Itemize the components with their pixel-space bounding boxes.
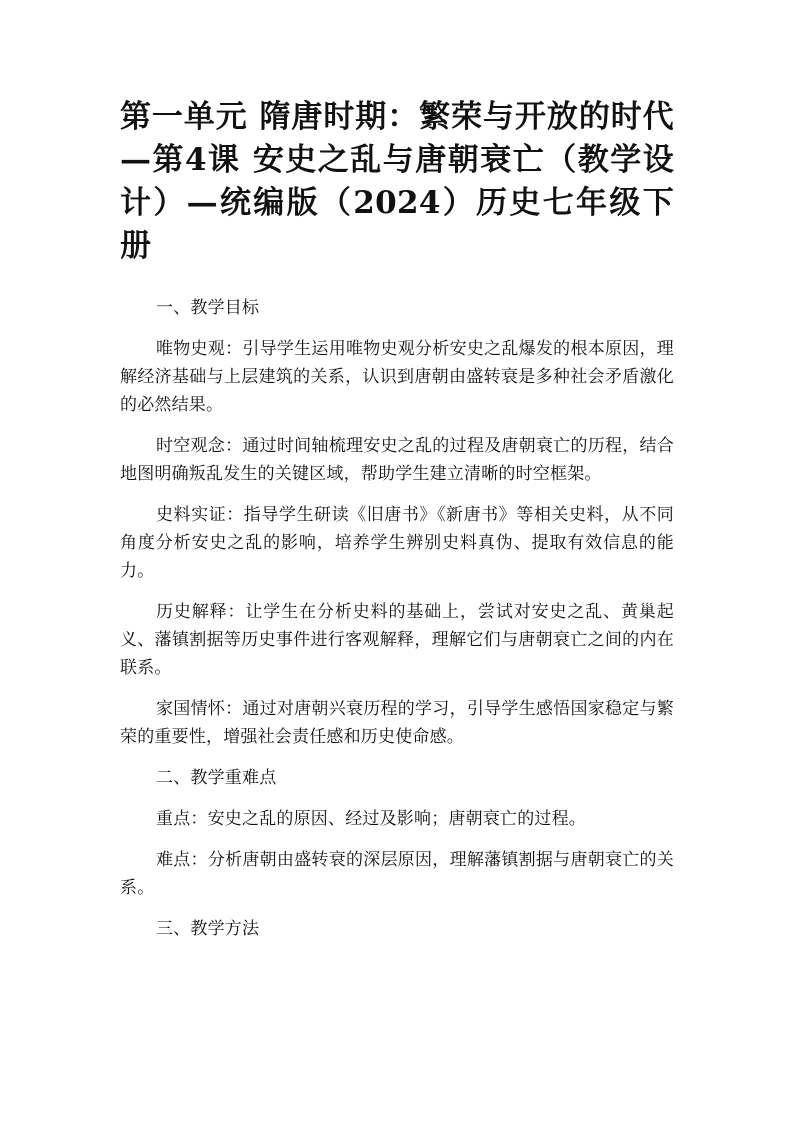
paragraph-space-time: 时空观念：通过时间轴梳理安史之乱的过程及唐朝衰亡的历程，结合地图明确叛乱发生的关键区域，帮助学生建立清晰的时空框架。 bbox=[120, 436, 674, 484]
section-key-points bbox=[120, 764, 674, 902]
document-title: 第一单元 隋唐时期：繁荣与开放的时代—第4课 安史之乱与唐朝衰亡（教学设计）—统编版（2024）历史七年级下册 bbox=[120, 99, 674, 264]
paragraph-key-point: 重点：安史之乱的原因、经过及影响；唐朝衰亡的过程。 bbox=[156, 809, 586, 829]
paragraph-difficult-point: 难点：分析唐朝由盛转衰的深层原因，理解藩镇割据与唐朝衰亡的关系。 bbox=[120, 850, 674, 898]
paragraph-patriotism: 家国情怀：通过对唐朝兴衰历程的学习，引导学生感悟国家稳定与繁荣的重要性，增强社会责任感和历史使命感。 bbox=[120, 699, 674, 747]
section-teaching-objectives bbox=[120, 294, 674, 751]
paragraph-evidence: 史料实证：指导学生研读《旧唐书》《新唐书》等相关史料，从不同角度分析安史之乱的影响，培养学生辨别史料真伪、提取有效信息的能力。 bbox=[120, 505, 674, 581]
paragraph-interpretation: 历史解释：让学生在分析史料的基础上，尝试对安史之乱、黄巢起义、藩镇割据等历史事件进行客观解释，理解它们与唐朝衰亡之间的内在联系。 bbox=[120, 602, 674, 678]
section-teaching-methods bbox=[120, 915, 674, 943]
paragraph-materialism: 唯物史观：引导学生运用唯物史观分析安史之乱爆发的根本原因，理解经济基础与上层建筑的关系，认识到唐朝由盛转衰是多种社会矛盾激化的必然结果。 bbox=[120, 339, 674, 415]
section-heading: 一、教学目标 bbox=[156, 298, 260, 318]
section-heading: 二、教学重难点 bbox=[156, 768, 277, 788]
section-heading: 三、教学方法 bbox=[156, 919, 260, 939]
